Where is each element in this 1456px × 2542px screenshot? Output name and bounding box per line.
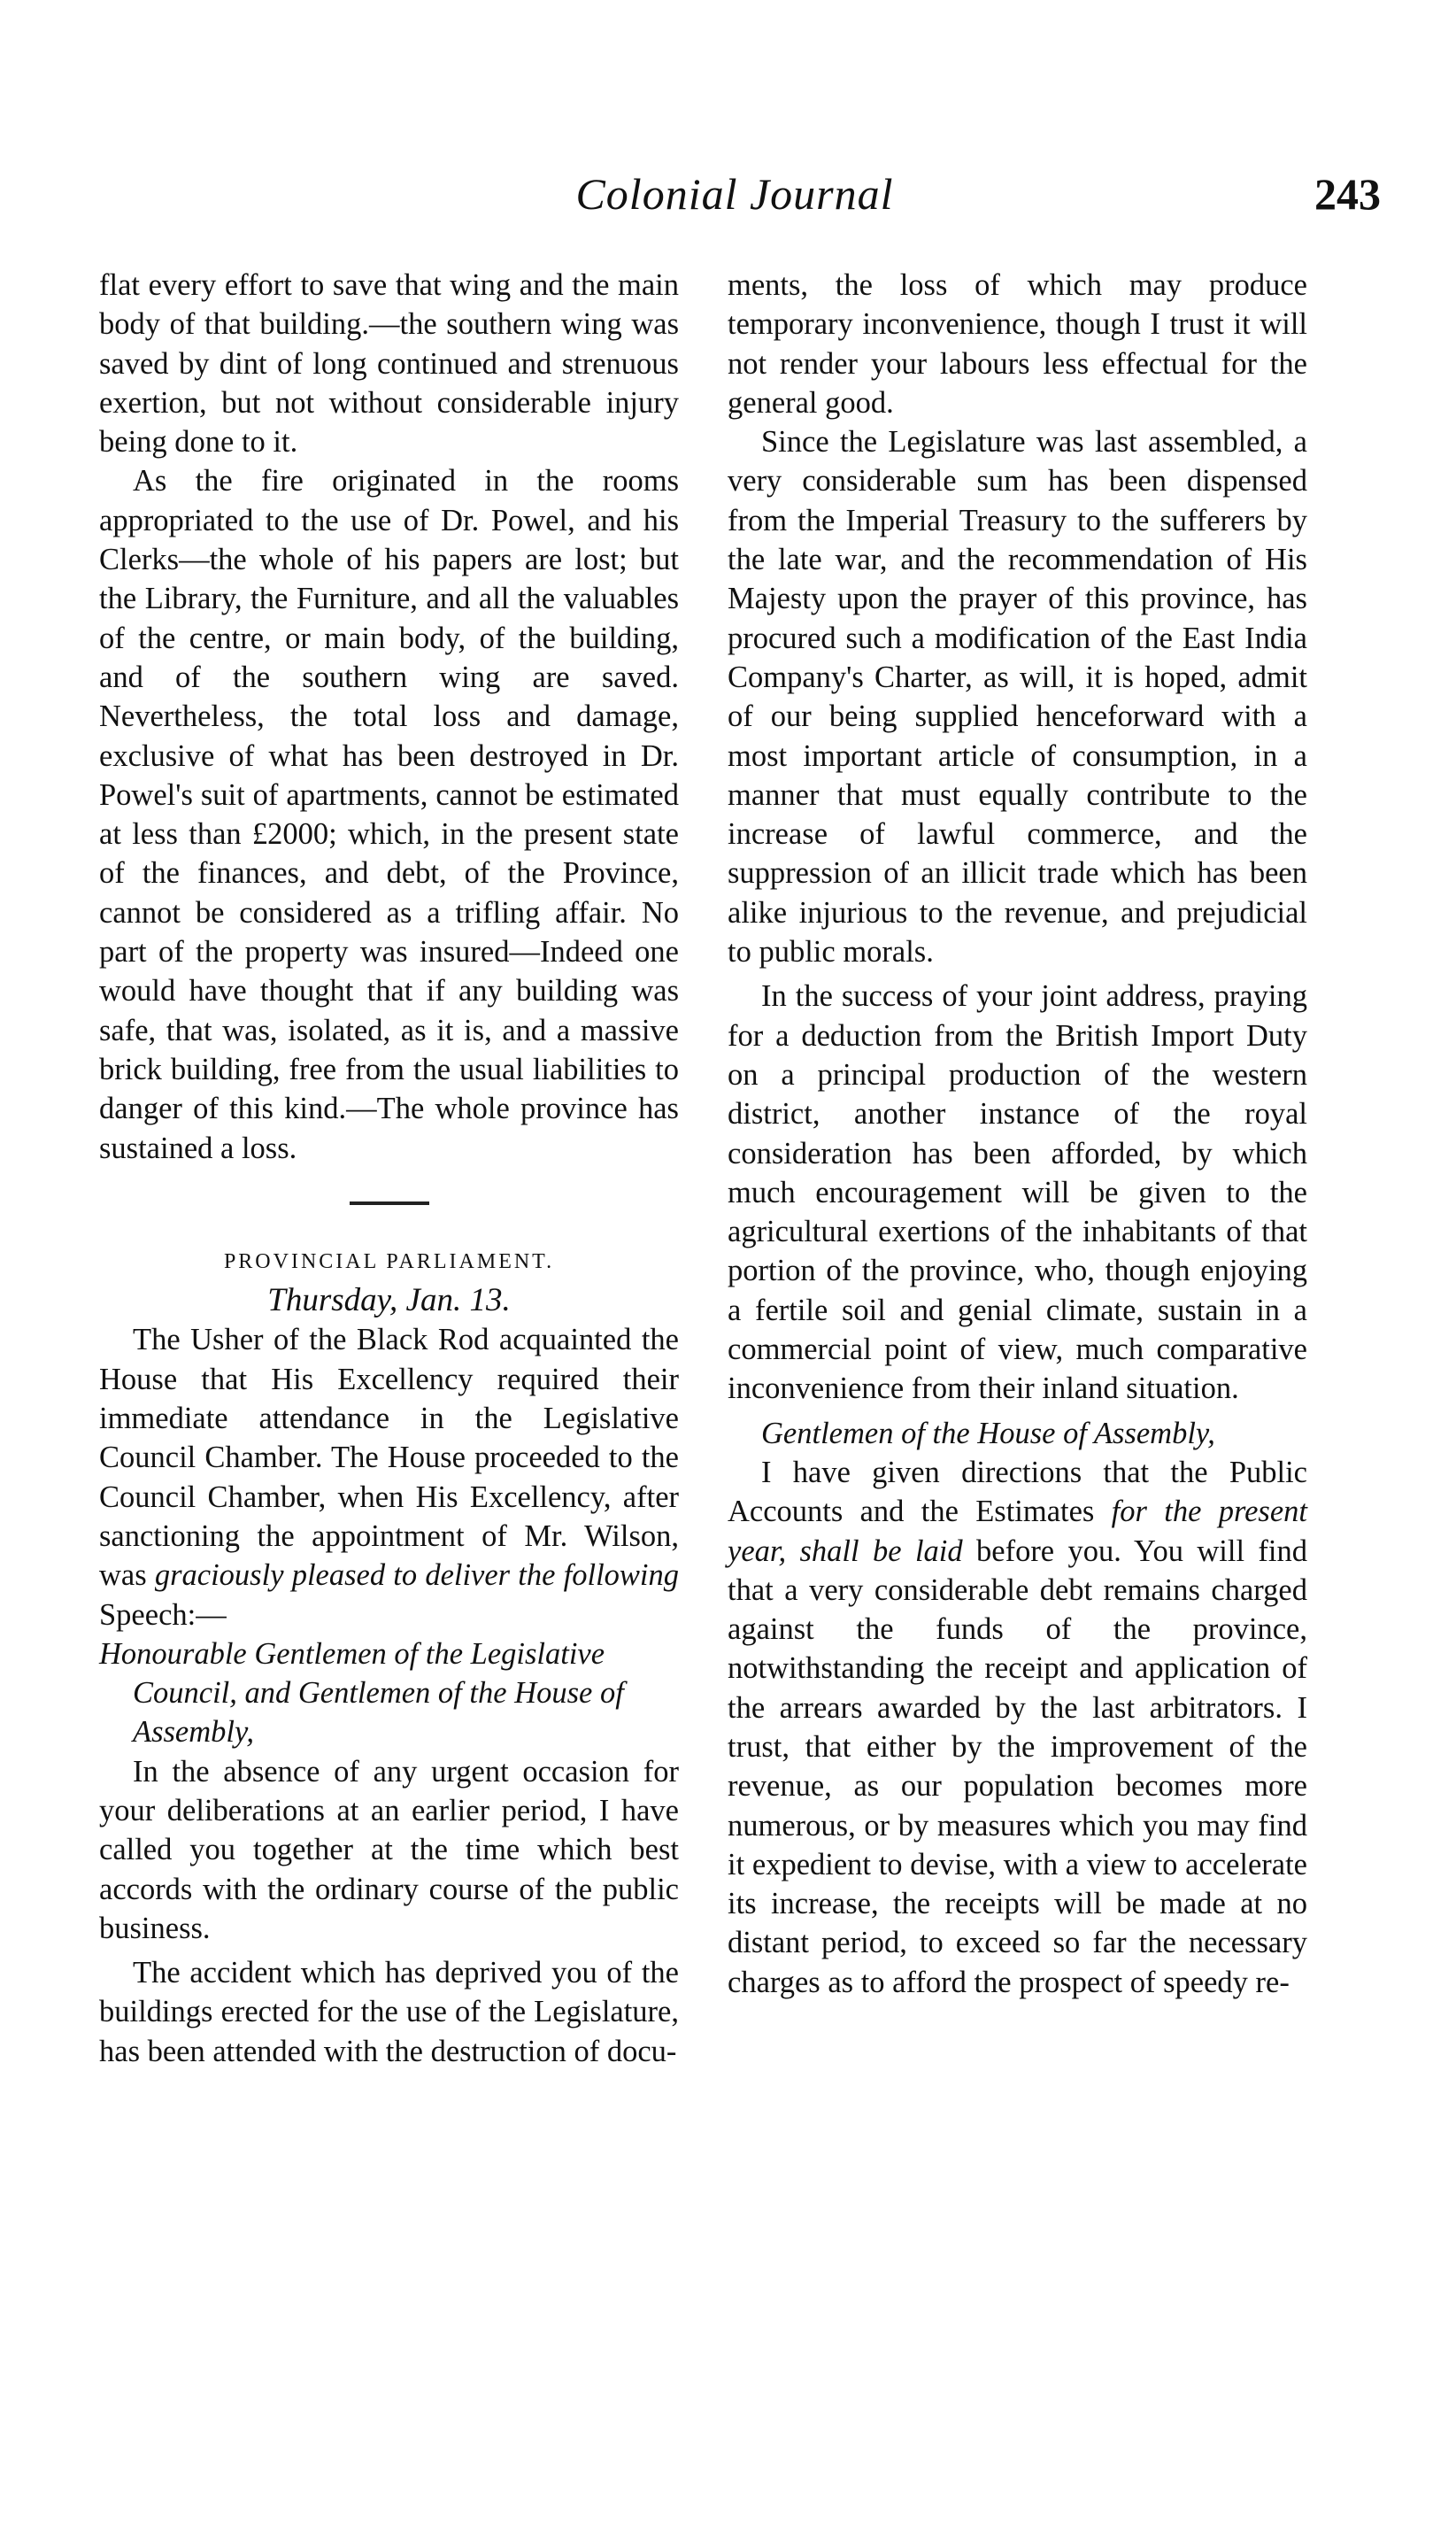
- section-heading: PROVINCIAL PARLIAMENT.: [223, 1249, 555, 1273]
- text-run: before you. You will find that a very considerable debt remains charged against the funds of the province, notwithstanding the receipt and application of the arrears awarded by the last arbitrators. I trust, that either by the improvement of the revenue, as our population becomes more numerous, or by measures which you may find it expedient to devise, with a view to accelerate its increase, the receipts will be made at no distant period, to exceed so far the necessary charges as to afford the prospect of speedy re-: [728, 1534, 1308, 1999]
- paragraph: Since the Legislature was last assembled, a very considerable sum has been dispensed from the Imperial Treasury to the sufferers by the late war, and the recommendation of His Majesty upon the prayer of this province, has procured such a modification of the East India Company's Charter, as will, it is hoped, admit of our being supplied henceforward with a most important article of consumption, in a manner that must equally contribute to the increase of lawful commerce, and the suppression of an illicit trade which has been alike injurious to the revenue, and prejudicial to public morals.: [728, 425, 1307, 970]
- salutation: Honourable Gentlemen of the Legislative Council, and Gentlemen of the House of Assembly,: [99, 1636, 624, 1750]
- right-column: [728, 266, 1307, 2002]
- paragraph: As the fire originated in the rooms appropriated to the use of Dr. Powel, and his Clerks—the whole of his papers are lost; but the Library, the Furniture, and all the valuables of the centre, or main body, of the building, and of the southern wing are saved. Nevertheless, the total loss and damage, exclusive of what has been destroyed in Dr. Powel's suit of apartments, cannot be estimated at less than £2000; which, in the present state of the finances, and debt, of the Province, cannot be considered as a trifling affair. No part of the property was insured—Indeed one would have thought that if any building was safe, that was, isolated, as it is, and a massive brick building, free from the usual liabilities to danger of this kind.—The whole province has sustained a loss.: [99, 464, 679, 1165]
- paragraph: In the success of your joint address, praying for a deduction from the British Import Duty on a principal production of the western district, another instance of the royal consideration has been afforded, by which much encouragement will be given to the agricultural exertions of the inhabitants of that portion of the province, who, though enjoying a fertile soil and genial climate, sustain in a commercial point of view, much comparative inconvenience from their inland situation.: [728, 979, 1307, 1406]
- italic-run: graciously pleased to deliver the following: [154, 1558, 680, 1593]
- left-column: [99, 266, 679, 2071]
- paragraph: [728, 1453, 1307, 2002]
- paragraph: ments, the loss of which may produce temporary inconvenience, though I trust it will not render your labours less effectual for the general good.: [728, 268, 1307, 420]
- paragraph: [99, 1320, 679, 1634]
- salutation: Gentlemen of the House of Assembly,: [761, 1416, 1215, 1450]
- running-head: [89, 168, 1381, 221]
- italic-run: for the present year, shall be laid: [728, 1495, 1307, 1568]
- running-title: Colonial Journal: [575, 169, 894, 219]
- paragraph: In the absence of any urgent occasion for your deliberations at an earlier period, I have called you together at the time which best accords with the ordinary course of the public business.: [99, 1754, 679, 1945]
- text-run: Speech:—: [99, 1597, 227, 1632]
- dateline: Thursday, Jan. 13.: [267, 1282, 511, 1319]
- text-run: The Usher of the Black Rod acquainted the House that His Excellency required their immediate attendance in the Legislative Council Chamber. The House proceeded to the Council Chamber, when His Excellency, after sanctioning the appointment of Mr. Wilson, was: [99, 1323, 679, 1593]
- page-number: 243: [1314, 169, 1381, 219]
- paragraph: The accident which has deprived you of the buildings erected for the use of the Legislature, has been attended with the destruction of docu-: [99, 1956, 679, 2068]
- text-run: I have given directions that the Public Accounts and the Estimates: [728, 1455, 1307, 1529]
- paragraph: flat every effort to save that wing and the main body of that building.—the southern wing was saved by dint of long continued and strenuous exertion, but not without considerable injury being done to it.: [99, 268, 679, 460]
- section-divider: [350, 1201, 429, 1205]
